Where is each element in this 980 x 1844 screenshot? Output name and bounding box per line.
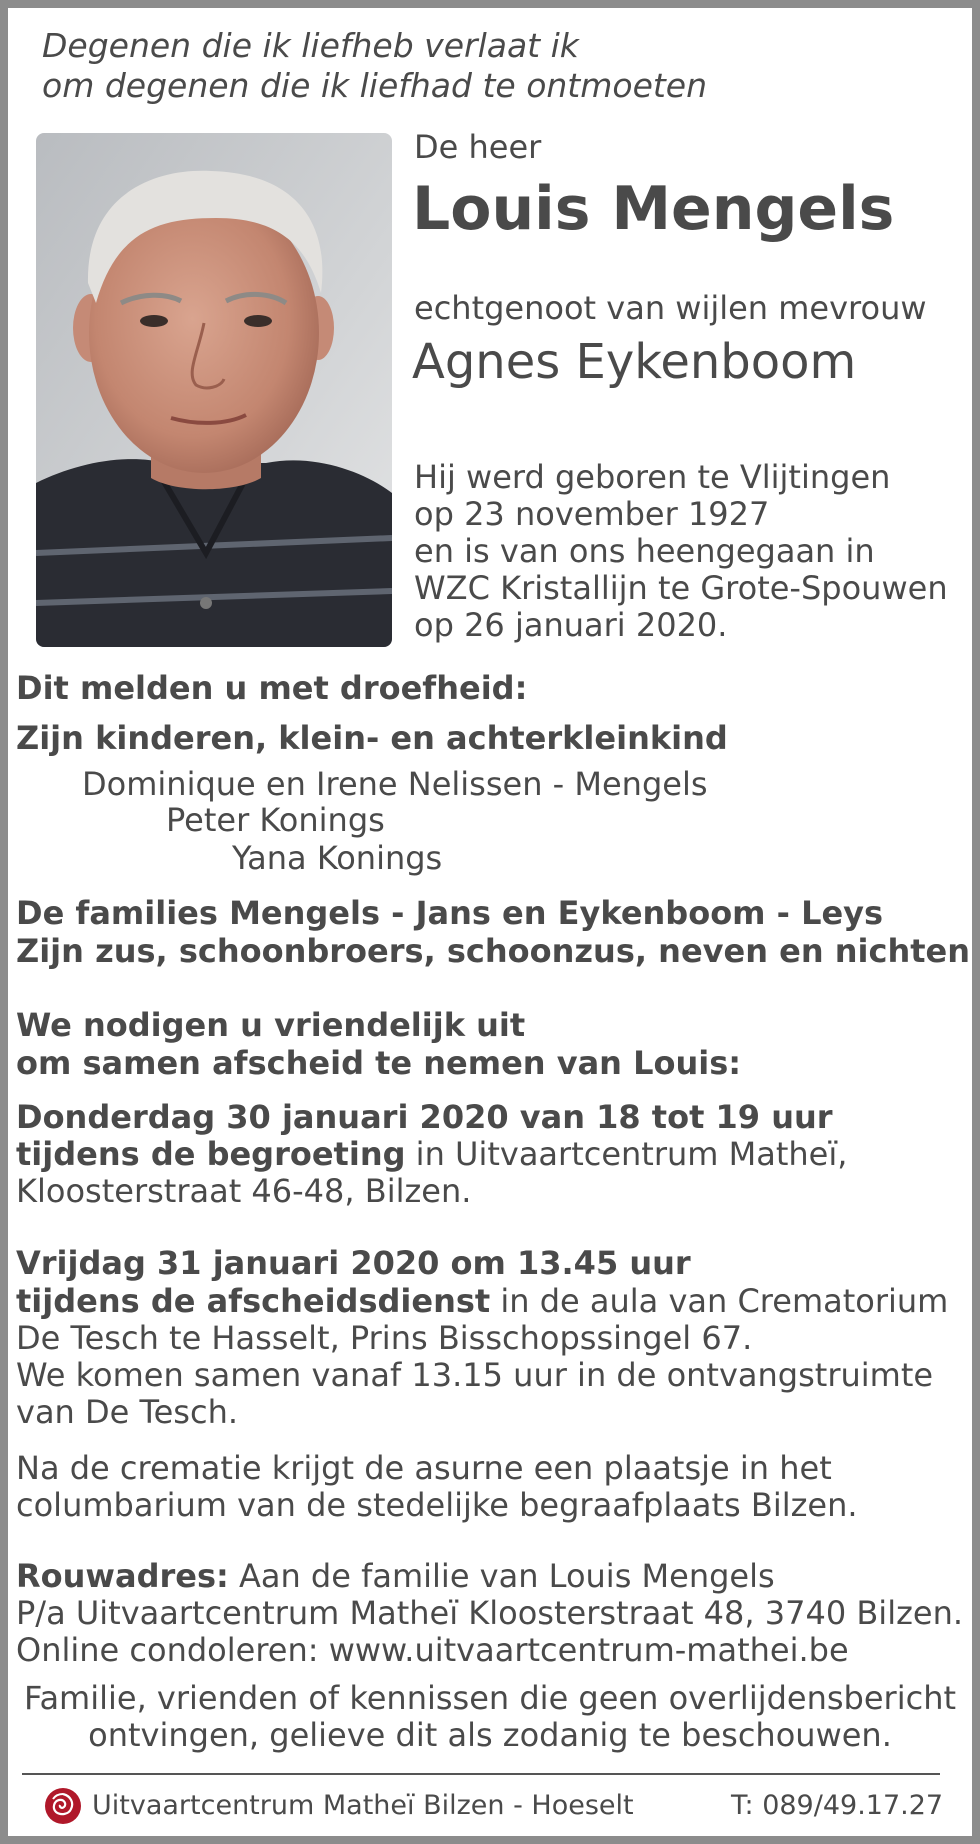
notice-line-1: Familie, vrienden of kennissen die geen overlijdensbericht — [23, 1679, 957, 1717]
address-label: Rouwadres: — [16, 1557, 229, 1595]
address-line-1 — [16, 1558, 775, 1595]
event1-location-1: in Uitvaartcentrum Matheï, — [405, 1135, 848, 1173]
birth-line-3: en is van ons heengegaan in — [414, 532, 875, 570]
families-line-2: Zijn zus, schoonbroers, schoonzus, neven en nichten — [16, 932, 971, 970]
event2-location-3: We komen samen vanaf 13.15 uur in de ontvangstruimte — [16, 1356, 934, 1394]
event1-date: Donderdag 30 januari 2020 van 18 tot 19 uur — [16, 1098, 833, 1136]
event2-line — [16, 1283, 948, 1320]
birth-line-2: op 23 november 1927 — [414, 495, 770, 533]
event1-label: tijdens de begroeting — [16, 1135, 406, 1173]
spouse-name: Agnes Eykenboom — [412, 334, 857, 390]
invite-line-1: We nodigen u vriendelijk uit — [16, 1006, 526, 1044]
deceased-name: Louis Mengels — [412, 174, 895, 244]
birth-line-1: Hij werd geboren te Vlijtingen — [414, 458, 891, 496]
spouse-intro: echtgenoot van wijlen mevrouw — [414, 289, 927, 327]
company-name: Uitvaartcentrum Matheï Bilzen - Hoeselt — [92, 1790, 634, 1821]
event2-location-1: in de aula van Crematorium — [490, 1282, 949, 1320]
quote-line-1: Degenen die ik liefheb verlaat ik — [42, 26, 579, 65]
rose-logo-icon — [44, 1787, 82, 1825]
birth-line-4: WZC Kristallijn te Grote-Spouwen — [414, 569, 948, 607]
event2-location-2: De Tesch te Hasselt, Prins Bisschopssingel 67. — [16, 1319, 753, 1357]
deceased-prefix: De heer — [414, 128, 542, 166]
birth-line-5: op 26 januari 2020. — [414, 606, 728, 644]
notice-line-2: ontvingen, gelieve dit als zodanig te beschouwen. — [88, 1716, 892, 1754]
address-recipient: Aan de familie van Louis Mengels — [228, 1557, 775, 1595]
families-line-1: De families Mengels - Jans en Eykenboom - Leys — [16, 894, 884, 932]
address-line-2: P/a Uitvaartcentrum Matheï Kloosterstraat 48, 3740 Bilzen. — [16, 1594, 964, 1632]
announce-line-2: Zijn kinderen, klein- en achterkleinkind — [16, 719, 728, 757]
event2-label: tijdens de afscheidsdienst — [16, 1282, 491, 1320]
event1-location-2: Kloosterstraat 46-48, Bilzen. — [16, 1172, 472, 1210]
announce-line-1: Dit melden u met droefheid: — [16, 669, 528, 707]
condolence-line: Online condoleren: www.uitvaartcentrum-mathei.be — [16, 1631, 849, 1669]
event2-location-4: van De Tesch. — [16, 1393, 239, 1431]
invite-line-2: om samen afscheid te nemen van Louis: — [16, 1044, 742, 1082]
child-1: Dominique en Irene Nelissen - Mengels — [82, 765, 708, 803]
event1-line — [16, 1136, 847, 1173]
quote-line-2: om degenen die ik liefhad te ontmoeten — [42, 66, 708, 105]
footer-divider — [22, 1773, 940, 1775]
child-2: Peter Konings — [166, 801, 385, 839]
cremation-line-2: columbarium van de stedelijke begraafplaats Bilzen. — [16, 1486, 858, 1524]
company-phone: T: 089/49.17.27 — [731, 1790, 944, 1821]
portrait-photo — [36, 133, 392, 647]
child-3: Yana Konings — [232, 839, 443, 877]
event2-date: Vrijdag 31 januari 2020 om 13.45 uur — [16, 1244, 691, 1282]
cremation-line-1: Na de crematie krijgt de asurne een plaatsje in het — [16, 1449, 832, 1487]
